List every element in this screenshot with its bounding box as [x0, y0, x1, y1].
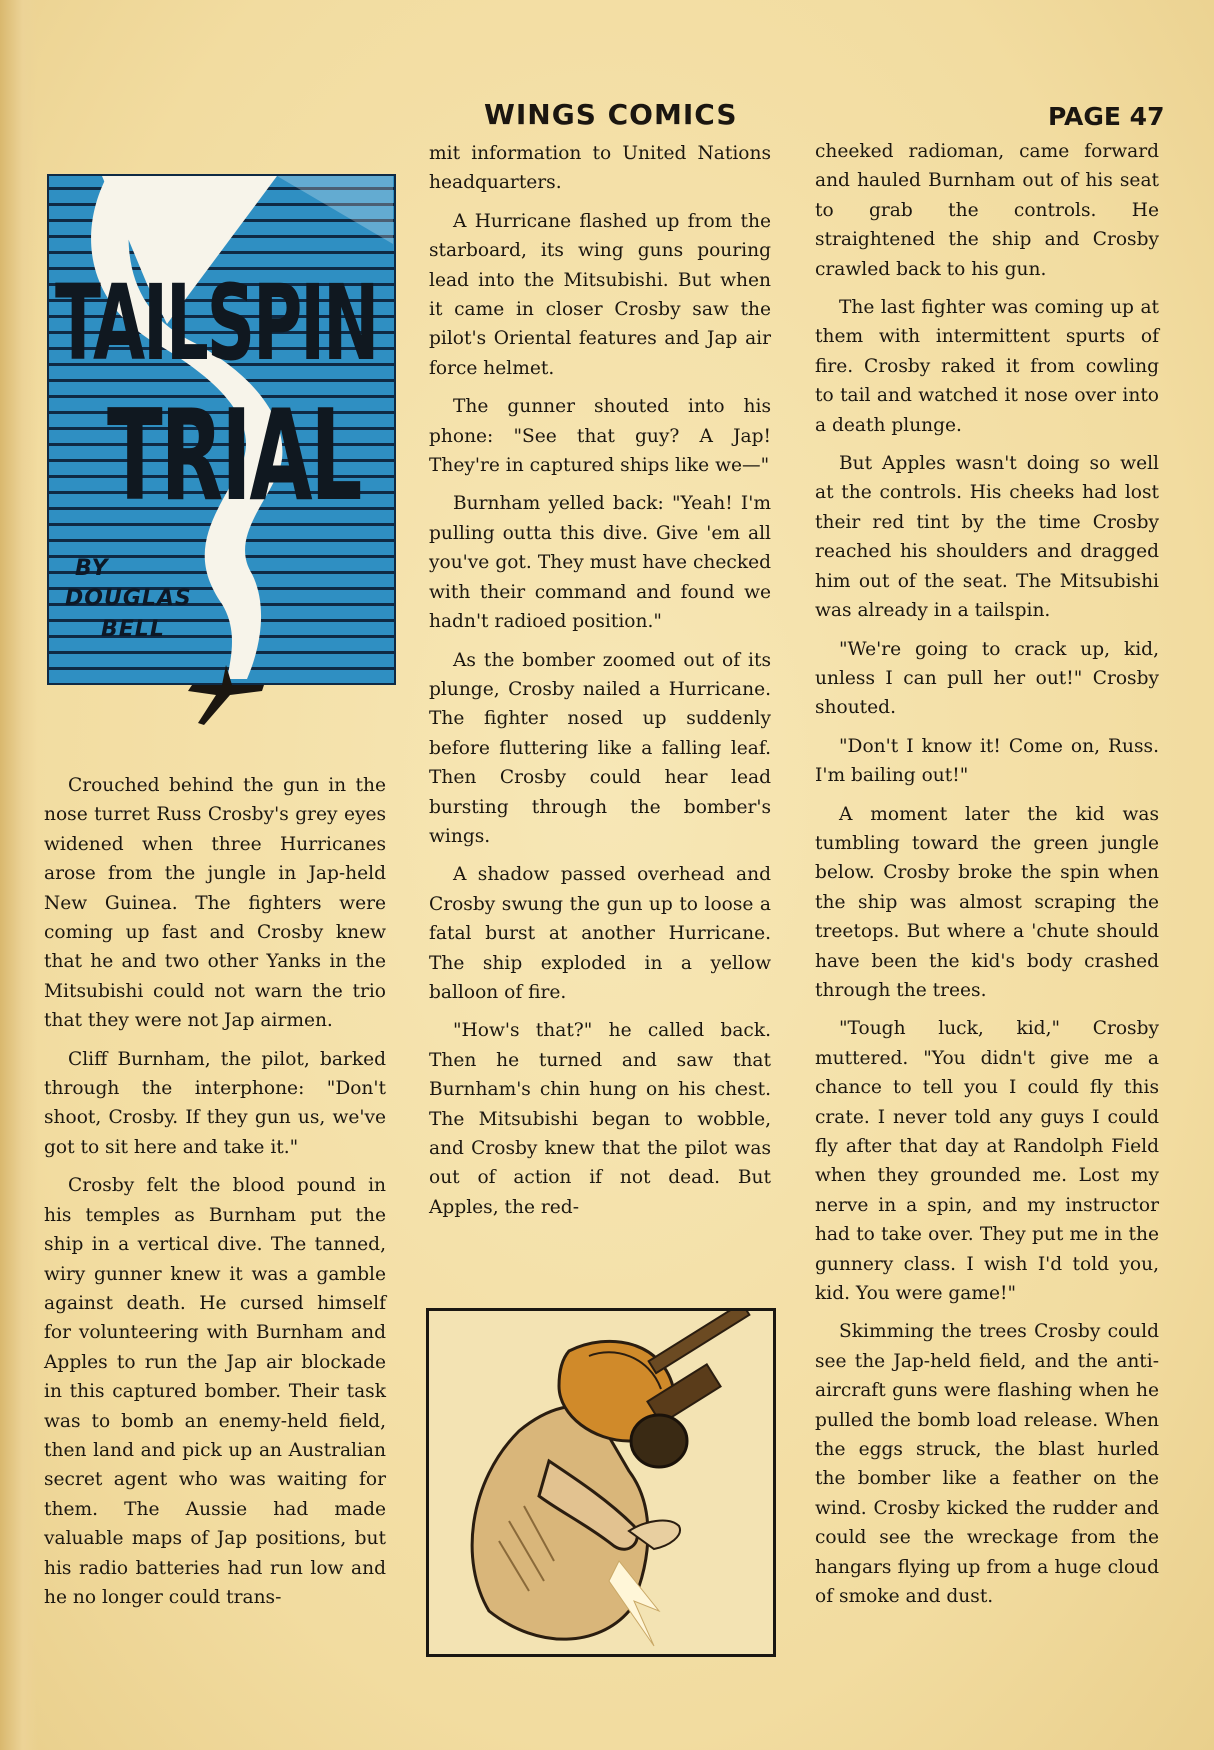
byline-by: BY [75, 556, 109, 581]
byline-first-name: DOUGLAS [65, 586, 192, 611]
paragraph: mit information to United Nations headquarters. [429, 143, 771, 194]
paragraph: The last fighter was coming up at them with intermittent spurts of fire. Crosby raked it from cowling to tail and watched it nose over into a death plunge. [815, 297, 1159, 436]
text-column-2 [429, 139, 771, 1231]
paragraph: "Tough luck, kid," Crosby muttered. "You didn't give me a chance to tell you I could fly this crate. I never told any guys I could fly after that day at Randolph Field when they grounded me. Lost my nerve in a spin, and my instructor had to take over. They put me in the gunnery class. I wish I'd told you, kid. You were game!" [815, 1018, 1159, 1305]
story-title-panel [47, 174, 396, 685]
page-number: PAGE 47 [1048, 102, 1165, 131]
paragraph: As the bomber zoomed out of its plunge, Crosby nailed a Hurricane. The fighter nosed up suddenly before fluttering like a falling leaf. Then Crosby could hear lead bursting through the bomber's wings. [429, 649, 771, 847]
text-column-1 [44, 771, 386, 1621]
paragraph: cheeked radioman, came forward and hauled Burnham out of his seat to grab the controls. He straightened the ship and Crosby crawled back to his gun. [815, 141, 1159, 280]
gunner-drawing [429, 1311, 773, 1654]
paragraph: The gunner shouted into his phone: "See that guy? A Jap! They're in captured ships like we—" [429, 396, 771, 477]
paragraph: Crouched behind the gun in the nose turret Russ Crosby's grey eyes widened when three Hurricanes arose from the jungle in Jap-held New Guinea. The fighters were coming up fast and Crosby knew that he and two other Yanks in the Mitsubishi could not warn the trio that they were not Jap airmen. [44, 775, 386, 1032]
story-title-line-1: TAILSPIN [55, 262, 378, 384]
paragraph: Cliff Burnham, the pilot, barked through the interphone: "Don't shoot, Crosby. If they gun us, we've got to sit here and take it." [44, 1048, 386, 1158]
magazine-title: WINGS COMICS [484, 98, 738, 131]
paragraph: A Hurricane flashed up from the starboard, its wing guns pouring lead into the Mitsubishi. But when it came in closer Crosby saw the pilot's Oriental features and Jap air force helmet. [429, 210, 771, 379]
paragraph: A moment later the kid was tumbling toward the green jungle below. Crosby broke the spin when the ship was almost scraping the treetops. But where a 'chute should have been the kid's body crashed through the trees. [815, 803, 1159, 1001]
paragraph: A shadow passed overhead and Crosby swung the gun up to loose a fatal burst at another Hurricane. The ship exploded in a yellow balloon of fire. [429, 864, 771, 1003]
gunner-illustration [426, 1308, 776, 1657]
paragraph: Skimming the trees Crosby could see the Jap-held field, and the anti-aircraft guns were flashing when he pulled the bomb load release. When the eggs struck, the blast hurled the bomber like a feather on the wind. Crosby kicked the rudder and could see the wreckage from the hangars flying up from a huge cloud of smoke and dust. [815, 1321, 1159, 1608]
paragraph: "How's that?" he called back. Then he turned and saw that Burnham's chin hung on his chest. The Mitsubishi began to wobble, and Crosby knew that the pilot was out of action if not dead. But Apples, the red- [429, 1020, 771, 1218]
paragraph: But Apples wasn't doing so well at the controls. His cheeks had lost their red tint by the time Crosby reached his shoulders and dragged him out of the seat. The Mitsubishi was already in a tailspin. [815, 453, 1159, 622]
paragraph: Crosby felt the blood pound in his temples as Burnham put the ship in a vertical dive. The tanned, wiry gunner knew it was a gamble against death. He cursed himself for volunteering with Burnham and Apples to run the Jap air blockade in this captured bomber. Their task was to bomb an enemy-held field, then land and pick up an Australian secret agent who was waiting for them. The Aussie had made valuable maps of Jap positions, but his radio batteries had run low and he no longer could trans- [44, 1175, 386, 1608]
byline-last-name: BELL [101, 617, 165, 642]
story-title-line-2: TRIAL [107, 382, 361, 529]
paragraph: "Don't I know it! Come on, Russ. I'm bailing out!" [815, 735, 1159, 787]
plane-silhouette-icon [186, 665, 266, 725]
paragraph: "We're going to crack up, kid, unless I can pull her out!" Crosby shouted. [815, 638, 1159, 719]
text-column-3 [815, 137, 1159, 1621]
paragraph: Burnham yelled back: "Yeah! I'm pulling outta this dive. Give 'em all you've got. They must have checked with their command and found we hadn't radioed position." [429, 493, 771, 633]
page-binding-edge [0, 0, 38, 1750]
